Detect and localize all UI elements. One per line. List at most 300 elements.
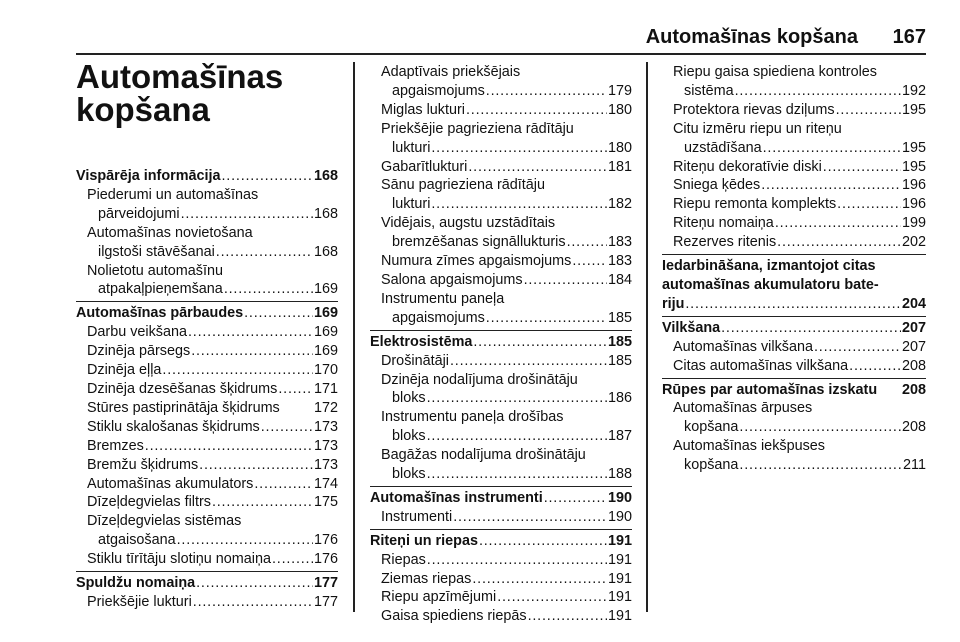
toc-entry[interactable]	[370, 290, 632, 328]
entry-title: Gaisa spiediens riepās	[381, 608, 527, 625]
toc-entry[interactable]	[76, 418, 338, 437]
dot-leader	[261, 418, 313, 437]
toc-section	[662, 63, 926, 252]
toc-line	[76, 167, 338, 186]
toc-entry[interactable]	[370, 101, 632, 120]
section-heading[interactable]	[370, 489, 632, 508]
toc-line	[87, 493, 338, 512]
toc-line	[370, 489, 632, 508]
page-ref[interactable]: 196	[901, 196, 926, 213]
entry-title: Riepu gaisa spiediena kontroles	[673, 64, 877, 80]
toc-section	[370, 330, 632, 484]
entry-title: Ziemas riepas	[381, 570, 472, 587]
page-ref[interactable]: 170	[313, 362, 338, 379]
page-ref[interactable]: 195	[901, 139, 926, 156]
entry-title: bloks	[392, 390, 426, 407]
page-ref[interactable]: 191	[607, 532, 632, 549]
page-ref[interactable]: 196	[901, 177, 926, 194]
page-ref[interactable]: 208	[901, 381, 926, 398]
entry-title: Riteņu nomaiņa	[673, 215, 774, 232]
toc-line	[662, 319, 926, 338]
dot-leader	[254, 475, 313, 494]
page-ref[interactable]: 176	[313, 532, 338, 549]
page-ref[interactable]: 207	[901, 338, 926, 355]
dot-leader	[453, 508, 607, 527]
entry-title: kopšana	[684, 457, 739, 474]
page-ref[interactable]: 185	[607, 309, 632, 326]
page-ref[interactable]: 169	[313, 281, 338, 298]
page-ref[interactable]: 168	[313, 243, 338, 260]
toc-entry[interactable]	[370, 214, 632, 252]
entry-title: Rezerves ritenis	[673, 234, 777, 251]
dot-leader	[735, 82, 901, 101]
section-heading[interactable]	[76, 304, 338, 323]
page-ref[interactable]: 173	[313, 437, 338, 454]
section-heading[interactable]	[76, 167, 338, 186]
dot-leader	[427, 427, 607, 446]
page-ref[interactable]: 188	[607, 466, 632, 483]
toc-entry[interactable]	[76, 186, 338, 224]
toc-line	[87, 243, 338, 262]
toc-line	[87, 380, 338, 399]
page-ref[interactable]: 191	[607, 570, 632, 587]
dot-leader	[544, 489, 607, 508]
toc-entry[interactable]	[76, 437, 338, 456]
dot-leader	[572, 252, 607, 271]
toc-entry[interactable]	[370, 352, 632, 371]
toc-section	[76, 301, 338, 569]
entry-title: apgaismojums	[392, 82, 485, 99]
dot-leader	[145, 437, 313, 456]
toc-line	[76, 304, 338, 323]
page-ref[interactable]: 195	[901, 158, 926, 175]
page-ref[interactable]: 176	[313, 551, 338, 568]
page-ref[interactable]: 208	[901, 419, 926, 436]
toc-entry[interactable]	[76, 512, 338, 550]
page-ref[interactable]: 192	[901, 82, 926, 99]
chapter-title: Automašīnas kopšana	[76, 58, 284, 128]
dot-leader	[188, 323, 313, 342]
toc-line	[673, 233, 926, 252]
toc-line	[87, 342, 338, 361]
dot-leader	[486, 82, 607, 101]
dot-leader	[193, 593, 313, 612]
toc-entry[interactable]	[370, 446, 632, 484]
toc-entry[interactable]	[370, 408, 632, 446]
toc-line	[673, 338, 926, 357]
entry-title: Bremžu šķidrums	[87, 456, 199, 473]
dot-leader	[849, 357, 901, 376]
toc-line	[381, 551, 632, 570]
page-ref[interactable]: 168	[313, 168, 338, 184]
toc-line	[381, 352, 632, 371]
dot-leader	[761, 176, 901, 195]
section-heading[interactable]	[76, 574, 338, 593]
toc-entry[interactable]	[76, 262, 338, 300]
toc-line	[673, 139, 926, 158]
page-ref[interactable]: 172	[313, 399, 338, 416]
page-ref[interactable]: 181	[607, 158, 632, 175]
entry-title: Drošinātāji	[381, 352, 449, 369]
toc-entry[interactable]	[370, 120, 632, 158]
toc-entry[interactable]	[76, 323, 338, 342]
dot-leader	[472, 570, 607, 589]
section-title: Automašīnas instrumenti	[370, 489, 543, 506]
dot-leader	[473, 333, 607, 352]
toc-line	[87, 280, 338, 299]
toc-entry[interactable]	[370, 607, 632, 626]
toc-line	[381, 427, 632, 446]
entry-title: Piederumi un automašīnas	[87, 186, 259, 203]
section-title: Automašīnas pārbaudes	[76, 305, 244, 322]
toc-line	[76, 574, 338, 593]
toc-line	[87, 399, 338, 418]
section-heading[interactable]	[370, 532, 632, 551]
toc-line	[381, 252, 632, 271]
dot-leader	[739, 418, 901, 437]
dot-leader	[427, 551, 607, 570]
toc-line	[673, 456, 926, 475]
entry-title: Dzinēja pārsegs	[87, 343, 191, 360]
page-ref[interactable]: 177	[313, 593, 338, 610]
entry-title: Dzinēja nodalījuma drošinātāju	[381, 371, 578, 388]
toc-section	[662, 316, 926, 376]
section-title: Elektrosistēma	[370, 333, 473, 350]
toc-entry[interactable]	[370, 588, 632, 607]
page-ref[interactable]: 182	[607, 196, 632, 213]
toc-line	[381, 82, 632, 101]
entry-title: bremzēšanas signāllukturis	[392, 234, 566, 251]
page-ref[interactable]: 175	[313, 494, 338, 511]
column-divider	[646, 62, 648, 612]
toc-column-2	[370, 63, 632, 626]
section-title: Riteņi un riepas	[370, 532, 478, 549]
entry-title: lukturi	[392, 196, 431, 213]
dot-leader	[244, 304, 313, 323]
entry-title: Dīzeļdegvielas filtrs	[87, 494, 211, 511]
page-ref[interactable]: 195	[901, 101, 926, 118]
running-header-title: Automašīnas kopšana	[645, 26, 858, 48]
dot-leader	[479, 532, 607, 551]
dot-leader	[823, 158, 901, 177]
entry-title: Dzinēja dzesēšanas šķidrums	[87, 380, 278, 397]
toc-line	[381, 465, 632, 484]
entry-title: atpakaļpieņemšana	[98, 281, 223, 298]
page-ref[interactable]: 191	[607, 608, 632, 625]
toc-section	[76, 167, 338, 299]
dot-leader	[763, 139, 901, 158]
page-ref[interactable]: 171	[313, 380, 338, 397]
dot-leader	[721, 319, 901, 338]
toc-entry[interactable]	[662, 101, 926, 120]
toc-entry[interactable]	[76, 493, 338, 512]
entry-title: Riteņu dekoratīvie diski	[673, 158, 822, 175]
dot-leader	[814, 338, 901, 357]
entry-title: Gabarītlukturi	[381, 158, 468, 175]
section-title: riju	[662, 295, 685, 312]
toc-section	[76, 571, 338, 612]
dot-leader	[739, 456, 902, 475]
section-title: Spuldžu nomaiņa	[76, 575, 196, 592]
dot-leader	[524, 271, 607, 290]
dot-leader	[278, 380, 313, 399]
dot-leader	[216, 243, 313, 262]
page-ref[interactable]: 183	[607, 234, 632, 251]
page-ref[interactable]: 169	[313, 324, 338, 341]
toc-line	[381, 607, 632, 626]
section-title: Vilkšana	[662, 319, 721, 336]
entry-title: Automašīnas akumulators	[87, 475, 254, 492]
toc-line	[673, 101, 926, 120]
entry-title: Stūres pastiprinātāja šķidrums	[87, 399, 280, 416]
entry-title: Automašīnas iekšpuses	[673, 438, 825, 455]
page-ref[interactable]: 177	[313, 575, 338, 592]
entry-title: Miglas lukturi	[381, 101, 465, 118]
page-ref[interactable]: 208	[901, 357, 926, 374]
entry-title: Protektora rievas dziļums	[673, 101, 835, 118]
entry-title: Sniega ķēdes	[673, 177, 761, 194]
page-ref[interactable]: 211	[903, 457, 926, 474]
entry-title: Stiklu tīrītāju slotiņu nomaiņa	[87, 551, 271, 568]
header-rule	[76, 53, 926, 55]
toc-entry[interactable]	[76, 550, 338, 569]
dot-leader	[567, 233, 607, 252]
toc-entry[interactable]	[370, 176, 632, 214]
dot-leader	[224, 280, 313, 299]
toc-entry[interactable]	[370, 371, 632, 409]
page-ref[interactable]: 207	[901, 319, 926, 336]
entry-title: Darbu veikšana	[87, 324, 187, 341]
toc-line	[673, 357, 926, 376]
toc-entry[interactable]	[662, 233, 926, 252]
entry-title: apgaismojums	[392, 309, 485, 326]
entry-title: Sānu pagrieziena rādītāju	[381, 177, 546, 194]
toc-entry[interactable]	[662, 437, 926, 475]
toc-section	[370, 529, 632, 627]
entry-title: Stiklu skalošanas šķidrums	[87, 418, 260, 435]
entry-title: uzstādīšana	[684, 139, 762, 156]
dot-leader	[162, 361, 313, 380]
toc-line	[673, 176, 926, 195]
entry-title: Numura zīmes apgaismojums	[381, 253, 572, 270]
entry-title: Vidējais, augstu uzstādītais	[381, 215, 556, 232]
entry-title: Dzinēja eļļa	[87, 362, 162, 379]
toc-line	[381, 195, 632, 214]
toc-entry[interactable]	[662, 214, 926, 233]
entry-title: Citas automašīnas vilkšana	[673, 357, 849, 374]
page-ref[interactable]: 190	[607, 508, 632, 525]
entry-title: Priekšējie lukturi	[87, 593, 192, 610]
page-ref[interactable]: 185	[607, 352, 632, 369]
page-ref[interactable]: 168	[313, 205, 338, 222]
toc-entry[interactable]	[662, 158, 926, 177]
toc-entry[interactable]	[76, 380, 338, 399]
dot-leader	[191, 342, 313, 361]
entry-title: lukturi	[392, 139, 431, 156]
toc-section	[662, 254, 926, 314]
entry-title: ilgstoši stāvēšanai	[98, 243, 215, 260]
page-ref[interactable]: 202	[901, 234, 926, 251]
page-ref[interactable]: 169	[313, 305, 338, 322]
toc-line	[381, 389, 632, 408]
toc-line	[87, 456, 338, 475]
page-ref[interactable]: 184	[607, 271, 632, 288]
entry-title: Bremzes	[87, 437, 144, 454]
page-ref[interactable]: 174	[313, 475, 338, 492]
section-heading[interactable]	[662, 381, 926, 400]
dot-leader	[196, 574, 313, 593]
toc-line	[370, 333, 632, 352]
section-heading[interactable]	[370, 333, 632, 352]
toc-section	[370, 486, 632, 527]
section-title: Iedarbināšana, izmantojot citas	[662, 258, 876, 275]
dot-leader	[272, 550, 313, 569]
entry-title: kopšana	[684, 419, 739, 436]
page-ref[interactable]: 185	[607, 333, 632, 350]
entry-title: pārveidojumi	[98, 205, 180, 222]
entry-title: Adaptīvais priekšējais	[381, 64, 521, 80]
toc-section	[370, 63, 632, 328]
entry-title: Priekšējie pagrieziena rādītāju	[381, 120, 574, 137]
toc-line	[381, 309, 632, 328]
toc-entry[interactable]	[370, 271, 632, 290]
toc-line	[87, 361, 338, 380]
entry-title: bloks	[392, 428, 426, 445]
toc-line	[87, 418, 338, 437]
entry-title: Automašīnas vilkšana	[673, 338, 813, 355]
entry-title: Riepu apzīmējumi	[381, 589, 497, 606]
dot-leader	[431, 195, 607, 214]
page-ref[interactable]: 180	[607, 139, 632, 156]
toc-entry[interactable]	[370, 570, 632, 589]
toc-entry[interactable]	[662, 176, 926, 195]
entry-title: Riepu remonta komplekts	[673, 196, 837, 213]
toc-entry[interactable]	[662, 399, 926, 437]
toc-column-1	[76, 167, 338, 612]
entry-title: Instrumentu paneļa drošības	[381, 409, 564, 426]
section-title: Vispārēja informācija	[76, 168, 221, 184]
page-ref[interactable]: 187	[607, 428, 632, 445]
page-ref[interactable]: 204	[901, 295, 926, 312]
dot-leader	[431, 139, 607, 158]
dot-leader	[427, 465, 607, 484]
toc-entry[interactable]	[662, 63, 926, 101]
toc-entry[interactable]	[76, 593, 338, 612]
page-ref[interactable]: 191	[607, 589, 632, 606]
dot-leader	[212, 493, 313, 512]
toc-entry[interactable]	[76, 361, 338, 380]
toc-line	[87, 531, 338, 550]
running-header	[76, 26, 926, 56]
toc-line	[381, 570, 632, 589]
toc-line	[673, 82, 926, 101]
toc-entry[interactable]	[662, 120, 926, 158]
toc-line	[381, 508, 632, 527]
toc-entry[interactable]	[370, 252, 632, 271]
toc-line	[87, 475, 338, 494]
toc-entry[interactable]	[370, 508, 632, 527]
toc-line	[381, 588, 632, 607]
dot-leader	[777, 233, 901, 252]
dot-leader	[427, 389, 607, 408]
toc-line	[87, 437, 338, 456]
dot-leader	[466, 101, 607, 120]
toc-line	[87, 323, 338, 342]
toc-line	[87, 550, 338, 569]
toc-entry[interactable]	[76, 224, 338, 262]
toc-entry[interactable]	[370, 158, 632, 177]
toc-entry[interactable]	[662, 195, 926, 214]
dot-leader	[199, 456, 313, 475]
column-divider	[353, 62, 355, 612]
page-ref[interactable]: 173	[313, 418, 338, 435]
toc-entry[interactable]	[76, 475, 338, 494]
dot-leader	[177, 531, 313, 550]
entry-title: Bagāžas nodalījuma drošinātāju	[381, 447, 586, 464]
page-ref[interactable]: 190	[607, 489, 632, 506]
section-heading[interactable]	[662, 257, 926, 314]
toc-entry[interactable]	[76, 399, 338, 418]
dot-leader	[222, 167, 313, 186]
entry-title: Salona apgaismojums	[381, 271, 523, 288]
page-ref[interactable]: 186	[607, 390, 632, 407]
entry-title: Automašīnas ārpuses	[673, 400, 813, 417]
toc-line	[673, 195, 926, 214]
page-ref[interactable]: 180	[607, 101, 632, 118]
toc-entry[interactable]	[662, 357, 926, 376]
page-number: 167	[892, 26, 926, 48]
toc-line	[673, 214, 926, 233]
section-heading[interactable]	[662, 319, 926, 338]
dot-leader	[528, 607, 607, 626]
toc-line	[381, 158, 632, 177]
toc-entry[interactable]	[662, 338, 926, 357]
toc-line	[673, 418, 926, 437]
entry-title: bloks	[392, 466, 426, 483]
page-ref[interactable]: 179	[607, 82, 632, 99]
toc-entry[interactable]	[76, 456, 338, 475]
entry-title: Instrumentu paneļa	[381, 290, 505, 307]
toc-entry[interactable]	[370, 63, 632, 101]
section-title: Rūpes par automašīnas izskatu	[662, 381, 878, 398]
dot-leader	[685, 295, 901, 314]
toc-line	[381, 101, 632, 120]
page-ref[interactable]: 191	[607, 551, 632, 568]
page-ref[interactable]: 199	[901, 215, 926, 232]
dot-leader	[775, 214, 901, 233]
entry-title: atgaisošana	[98, 532, 176, 549]
entry-title: Instrumenti	[381, 508, 453, 525]
entry-title: Citu izmēru riepu un riteņu	[673, 120, 842, 137]
entry-title: Dīzeļdegvielas sistēmas	[87, 513, 242, 530]
dot-leader	[181, 205, 313, 224]
toc-entry[interactable]	[370, 551, 632, 570]
entry-title: Nolietotu automašīnu	[87, 262, 223, 279]
dot-leader	[486, 309, 607, 328]
section-title: automašīnas akumulatoru bate-	[662, 276, 879, 293]
toc-line	[662, 381, 926, 400]
toc-line	[370, 532, 632, 551]
toc-column-3	[662, 63, 926, 475]
toc-line	[662, 295, 926, 314]
toc-line	[87, 593, 338, 612]
page-ref[interactable]: 169	[313, 343, 338, 360]
page-ref[interactable]: 183	[607, 253, 632, 270]
page-ref[interactable]: 173	[313, 456, 338, 473]
dot-leader	[836, 101, 901, 120]
toc-section	[662, 378, 926, 476]
toc-entry[interactable]	[76, 342, 338, 361]
